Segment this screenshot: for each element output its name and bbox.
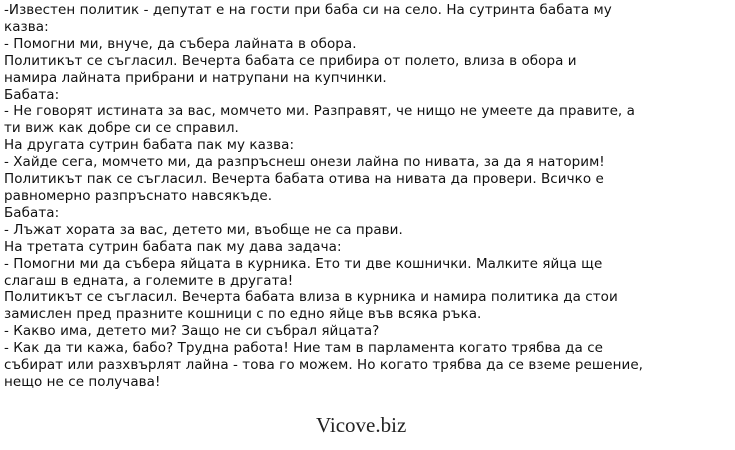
joke-line: На другата сутрин бабата пак му казва: (4, 137, 295, 154)
joke-line: - Хайде сега, момчето ми, да разпръснеш онези лайна по нивата, за да я наторим! (4, 154, 605, 171)
joke-line: На третата сутрин бабата пак му дава задача: (4, 238, 342, 255)
joke-line: ти виж как добре си се справил. (4, 120, 239, 137)
joke-line: Бабата: (4, 86, 60, 103)
joke-line: - Лъжат хората за вас, детето ми, въобще не са прави. (4, 221, 403, 238)
joke-line: - Помогни ми да събера яйцата в курника. Ето ти две кошнички. Малките яйца ще (4, 255, 603, 272)
joke-line: нещо не се получава! (4, 373, 161, 390)
joke-line: равномерно разпръснато навсякъде. (4, 187, 273, 204)
joke-line: - Какво има, детето ми? Защо не си събрал яйцата? (4, 323, 380, 340)
joke-line: казва: (4, 18, 49, 35)
joke-line: -Известен политик - депутат е на гости при баба си на село. На сутринта бабата му (4, 2, 612, 18)
joke-line: Политикът се съгласил. Вечерта бабата влиза в курника и намира политика да стои (4, 289, 618, 306)
joke-line: - Помогни ми, внуче, да събера лайната в обора. (4, 35, 357, 52)
joke-line: Политикът пак се съгласил. Вечерта бабата отива на нивата да провери. Всичко е (4, 171, 604, 188)
joke-line: събират или разхвърлят лайна - това го можем. Но когато трябва да се вземе решение, (4, 357, 644, 374)
joke-text (4, 2, 732, 391)
joke-line: Бабата: (4, 204, 60, 221)
site-watermark: Vicove.biz (316, 413, 407, 437)
joke-line: - Не говорят истината за вас, момчето ми. Разправят, че нищо не умеете да правите, а (4, 103, 635, 120)
joke-line: замислен пред празните кошници с по едно яйце във всяка ръка. (4, 306, 482, 323)
joke-line: - Как да ти кажа, бабо? Трудна работа! Ние там в парламента когато трябва да се (4, 340, 604, 357)
joke-line: намира лайната прибрани и натрупани на купчинки. (4, 69, 387, 86)
joke-line: слагаш в едната, а големите в другата! (4, 272, 294, 289)
joke-line: Политикът се съгласил. Вечерта бабата се прибира от полето, влиза в обора и (4, 52, 577, 69)
